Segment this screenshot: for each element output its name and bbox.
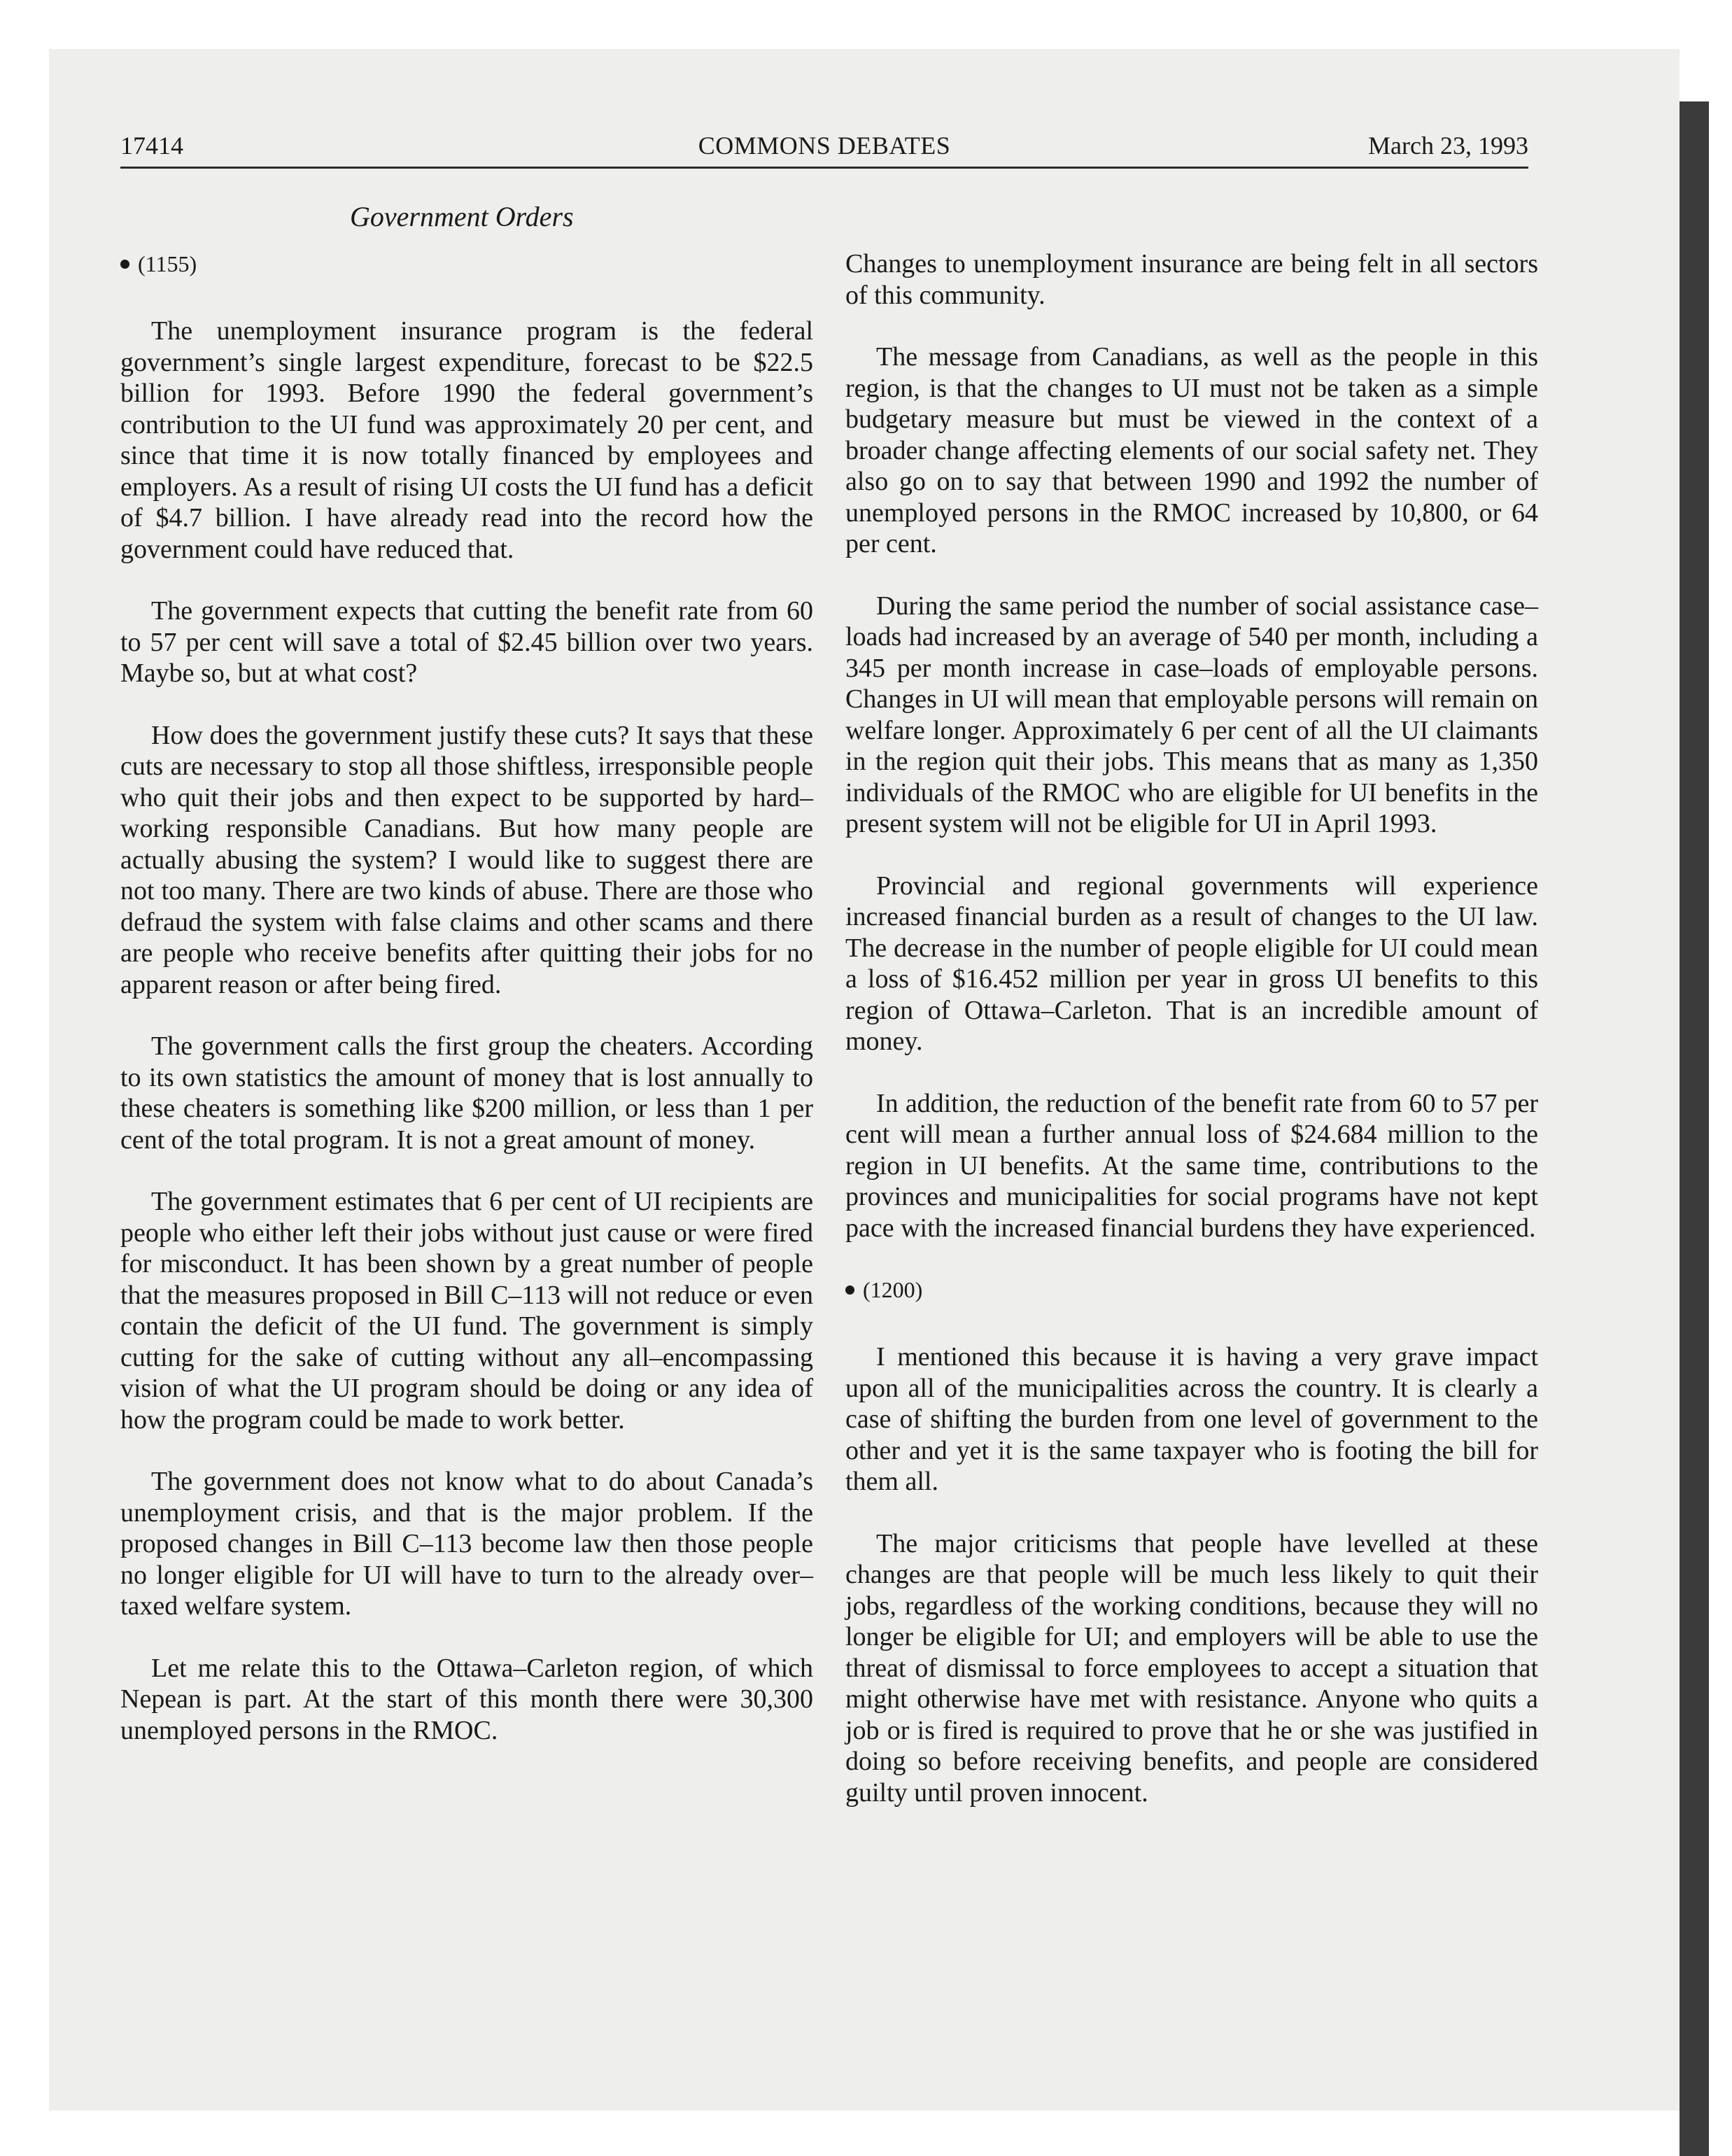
page-number: 17414 bbox=[120, 132, 183, 160]
paragraph: During the same period the number of social assistance case–loads had increased by an average of 540 per month, including a 345 per month increase in case–loads of employable persons. Changes in UI will mean that employable persons will remain on welfare longer. Approximately 6 per cent of all the UI claimants in the region quit their jobs. This means that as many as 1,350 individuals of the RMOC who are eligible for UI benefits in the present system will not be eligible for UI in April 1993. bbox=[845, 591, 1538, 838]
paragraph: The government expects that cutting the benefit rate from 60 to 57 per cent will save a total of $2.45 billion over two years. Maybe so, but at what cost? bbox=[120, 596, 813, 688]
paragraph: Let me relate this to the Ottawa–Carleton region, of which Nepean is part. At the start of this month there were 30,300 unemployed persons in the RMOC. bbox=[120, 1653, 813, 1745]
page-header bbox=[120, 127, 1528, 164]
left-column bbox=[120, 248, 813, 1777]
time-marker-label: (1200) bbox=[863, 1277, 923, 1302]
paragraph: In addition, the reduction of the benefit rate from 60 to 57 per cent will mean a further annual loss of $24.684 million to the region in UI benefits. At the same time, contributions to the provinces and municipalities for social programs have not kept pace with the increased financial burdens they have experienced. bbox=[845, 1088, 1538, 1243]
scan-edge-shadow bbox=[1680, 101, 1709, 2156]
paragraph: The government calls the first group the cheaters. According to its own statistics the amount of money that is lost annually to these cheaters is something like $200 million, or less than 1 per cent of the total program. It is not a great amount of money. bbox=[120, 1031, 813, 1155]
bullet-icon bbox=[120, 260, 129, 269]
paragraph: The major criticisms that people have levelled at these changes are that people will be much less likely to quit their jobs, regardless of the working conditions, because they will no longer be eligible for UI; and employers will be able to use the threat of dismissal to force employees to accept a situation that might otherwise have met with resistance. Anyone who quits a job or is fired is required to prove that he or she was justified in doing so before receiving benefits, and people are considered guilty until proven innocent. bbox=[845, 1528, 1538, 1808]
paragraph: Provincial and regional governments will experience increased financial burden as a result of changes to the UI law. The decrease in the number of people eligible for UI could mean a loss of $16.452 million per year in gross UI benefits to this region of Ottawa–Carleton. That is an incredible amount of money. bbox=[845, 871, 1538, 1056]
section-heading: Government Orders bbox=[350, 201, 574, 232]
bullet-icon bbox=[845, 1285, 854, 1295]
continued-paragraph: Changes to unemployment insurance are being felt in all sectors of this community. bbox=[845, 249, 1538, 310]
paragraph: I mentioned this because it is having a very grave impact upon all of the municipalities across the country. It is clearly a case of shifting the burden from one level of government to the other and yet it is the same taxpayer who is footing the bill for them all. bbox=[845, 1342, 1538, 1496]
time-marker-label: (1155) bbox=[138, 251, 197, 276]
paragraph: The message from Canadians, as well as the people in this region, is that the changes to UI must not be taken as a simple budgetary measure but must be viewed in the context of a broader change affecting elements of our social safety net. They also go on to say that between 1990 and 1992 the number of unemployed persons in the RMOC increased by 10,800, or 64 per cent. bbox=[845, 342, 1538, 558]
paragraph: The unemployment insurance program is the federal government’s single largest expenditure, forecast to be $22.5 billion for 1993. Before 1990 the federal government’s contribution to the UI fund was approximately 20 per cent, and since that time it is now totally financed by employees and employers. As a result of rising UI costs the UI fund has a deficit of $4.7 billion. I have already read into the record how the government could have reduced that. bbox=[120, 316, 813, 564]
issue-date: March 23, 1993 bbox=[1368, 132, 1528, 160]
paragraph: How does the government justify these cuts? It says that these cuts are necessary to stop all those shiftless, irresponsible people who quit their jobs and then expect to be supported by hard–working responsible Canadians. But how many people are actually abusing the system? I would like to suggest there are not too many. There are two kinds of abuse. There are those who defraud the system with false claims and other scams and there are people who receive benefits after quitting their jobs for no apparent reason or after being fired. bbox=[120, 720, 813, 999]
paragraph: The government does not know what to do about Canada’s unemployment crisis, and that is the major problem. If the proposed changes in Bill C–113 become law then those people no longer eligible for UI will have to turn to the already over–taxed welfare system. bbox=[120, 1467, 813, 1621]
publication-title: COMMONS DEBATES bbox=[698, 132, 951, 160]
time-marker bbox=[120, 248, 813, 279]
right-column bbox=[845, 248, 1538, 1839]
paragraph: The government estimates that 6 per cent of UI recipients are people who either left their jobs without just cause or were fired for misconduct. It has been shown by a great number of people that the measures proposed in Bill C–113 will not reduce or even contain the deficit of the UI fund. The government is simply cutting for the sake of cutting without any all–encompassing vision of what the UI program should be doing or any idea of how the program could be made to work better. bbox=[120, 1187, 813, 1435]
time-marker bbox=[845, 1274, 1538, 1305]
header-rule bbox=[120, 167, 1528, 169]
